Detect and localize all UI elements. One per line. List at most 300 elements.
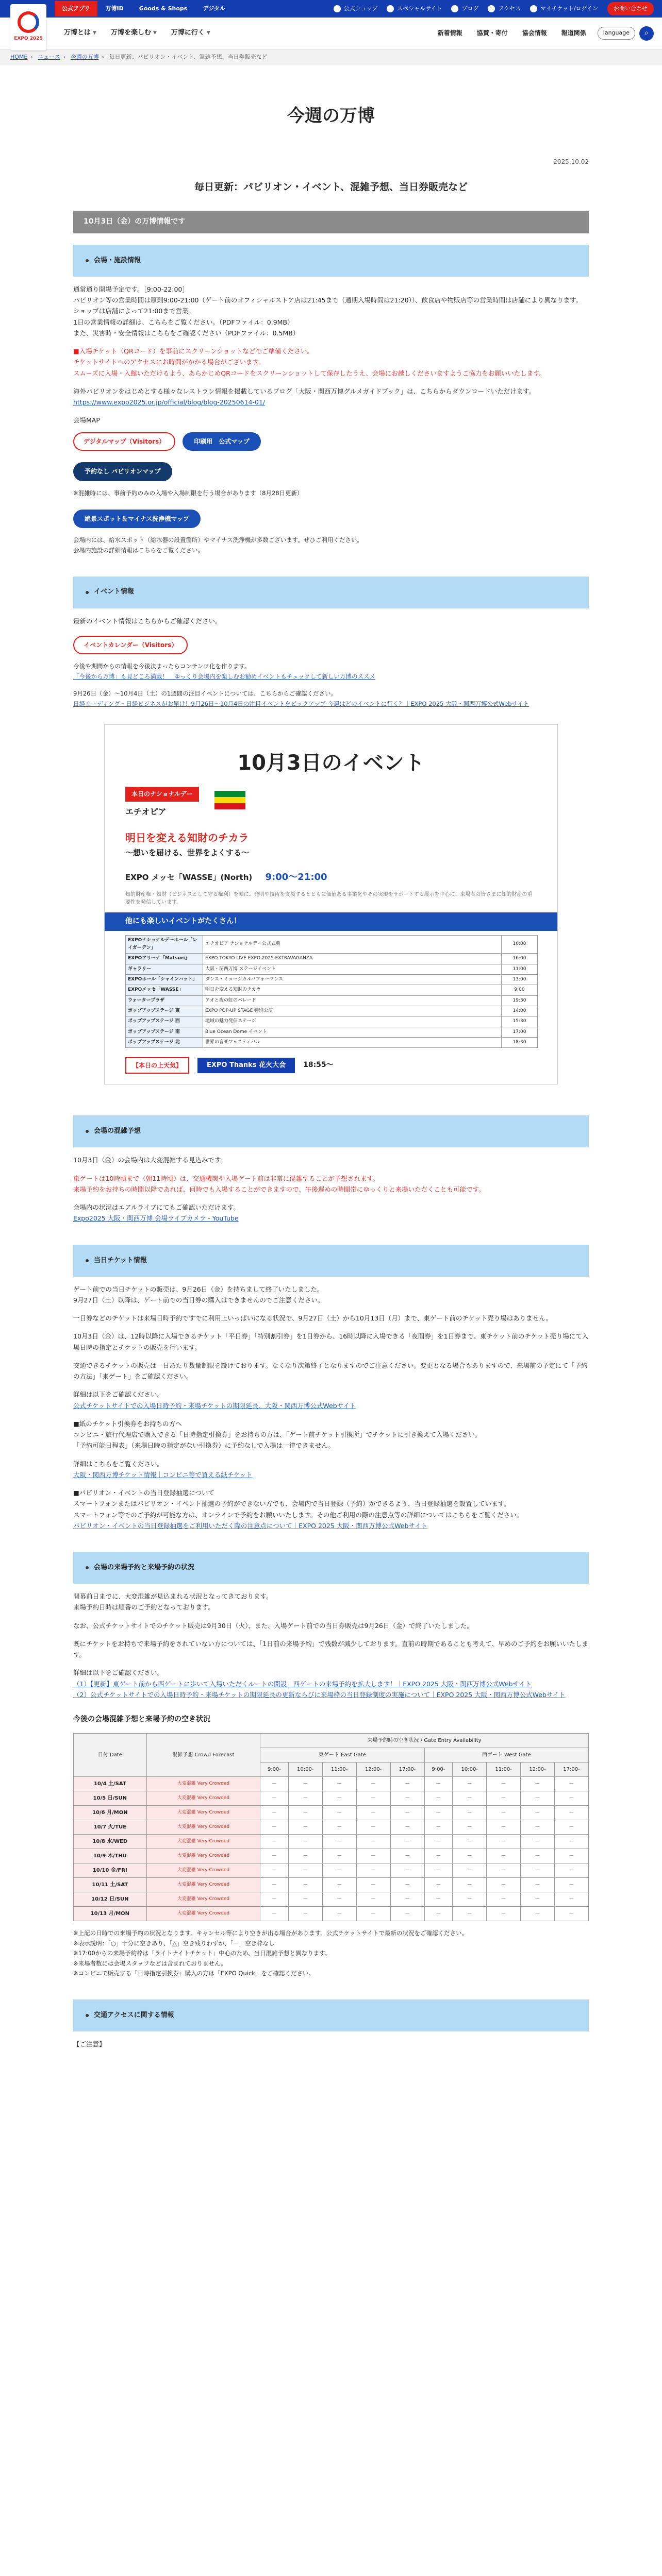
reservation-links [73,1667,589,1700]
row-date-dow: 日/SUN [109,1896,129,1903]
section-header-traffic [73,1999,589,2031]
table-row [74,1878,589,1892]
section-title: 会場の来場予約と来場予約の状況 [94,1564,195,1572]
row-date-dow: 金/FRI [110,1868,127,1874]
availability-cell: － [487,1791,521,1806]
pdf-link-line[interactable]: また、災害時・安全情報はこちらをご確認ください（PDFファイル：0.5MB） [73,329,300,337]
availability-cell: － [390,1806,424,1820]
blog-icon [451,5,458,12]
availability-cell: － [424,1892,453,1907]
chevron-down-icon: ▼ [93,30,96,36]
text-line: ショップは店舗によって21:00まで営業。 [73,307,195,315]
event-category: EXPOアリーナ「Matsuri」 [126,954,203,964]
reservation-p1 [73,1591,589,1613]
availability-cell: － [288,1820,322,1835]
col-time: 9:00- [424,1762,453,1777]
logo-text: EXPO 2025 [14,36,43,42]
availability-cell: － [260,1820,289,1835]
nav-sponsor[interactable]: 協賛・寄付 [476,29,508,37]
availability-cell: － [555,1777,589,1791]
bullet-icon [86,1259,89,1262]
country-name: エチオピア [125,806,167,817]
no-reserve-note: ※混雑時には、事前予約のみの入場や入場制限を行う場合があります（8月28日更新） [73,489,303,497]
bullet-icon [86,1566,89,1569]
event-time: 15:30 [502,1016,538,1027]
warning-line: 東ゲートは10時頃まで（朝11時頃）は、交通機関や入場ゲート前は非常に混雑することが予想されます。 [73,1174,379,1182]
text-line: 通常通り開場予定です。［9:00-22:00］ [73,285,189,293]
main-content [73,101,589,2080]
nav-official-shop[interactable] [334,2,378,16]
nav-news[interactable]: 新着情報 [437,29,462,37]
text-line: 9月26日（金）～10月4日（土）の1週間の注目イベントについては、こちらからご確認ください。 [73,690,337,698]
event-title: 明日を変える知財のチカラ [203,985,502,995]
availability-cell: － [322,1820,356,1835]
nav-expo-id[interactable]: 万博ID [105,5,124,12]
breadcrumb: HOME › ニュース › 今週の万博 › 毎日更新：パビリオン・イベント、混雑予想、当日券販売など [0,49,662,65]
availability-cell: － [487,1892,521,1907]
availability-cell: － [487,1835,521,1849]
poster-headline: 明日を変える知財のチカラ [125,831,249,844]
row-date-day: 10/5 [93,1795,106,1802]
poster-event-row [126,1037,538,1047]
col-time: 12:00- [521,1762,555,1777]
daily-info-bar: 10月3日（金）の万博情報です [73,211,589,233]
tickets-p5 [73,1389,589,1411]
availability-cell: － [288,1849,322,1863]
availability-cell: － [322,1863,356,1878]
no-reserve-map-button[interactable]: 予約なし パビリオンマップ [73,462,172,481]
text-line: ■紙のチケット引換券をお持ちの方へ [73,1419,182,1428]
event-category: ポップアップステージ 東 [126,1006,203,1016]
page-subtitle: 毎日更新：パビリオン・イベント、混雑予想、当日券販売など [194,181,468,193]
availability-cell: － [453,1863,487,1878]
row-date-dow: 土/SAT [110,1882,128,1888]
row-level: 大変混雑 Very Crowded [146,1849,260,1863]
poster-event-row [126,935,538,954]
event-poster [104,724,558,1084]
event-time: 18:30 [502,1037,538,1047]
nav-my-ticket[interactable] [530,2,598,16]
availability-cell: － [521,1849,555,1863]
row-date-dow: 月/MON [107,1810,128,1816]
availability-cell: － [453,1777,487,1791]
warning-line: スムーズに入場・入館いただけるよう、あらかじめQRコードをスクリーンショットして保存したうえ、会場にお越しくださいますようご協力をお願いいたします。 [73,369,546,377]
note-line: ※コンビニで販売する「日時指定引換券」購入の方は「EXPO Quick」をご確認ください。 [73,1970,315,1977]
col-date: 日付 Date [74,1734,147,1777]
availability-cell: － [356,1791,390,1806]
availability-cell: － [356,1892,390,1907]
section-title: 交通アクセスに関する情報 [94,2011,174,2019]
row-date-day: 10/11 [92,1882,109,1888]
row-level: 大変混雑 Very Crowded [146,1863,260,1878]
row-date-day: 10/12 [91,1896,108,1903]
text-line: ゲート前での当日チケットの販売は、9月26日（金）を持ちまして終了いたしました。 [73,1285,324,1293]
col-west-gate: 西ゲート West Gate [424,1748,588,1762]
availability-cell: － [288,1878,322,1892]
availability-cell: － [322,1878,356,1892]
row-date [74,1849,147,1863]
availability-cell: － [356,1806,390,1820]
availability-cell: － [390,1791,424,1806]
availability-cell: － [322,1777,356,1791]
text-line: ■パビリオン・イベントの当日登録抽選について [73,1489,214,1497]
national-day-tag: 本日のナショナルデー [125,787,199,801]
poster-event-row [126,1006,538,1016]
availability-cell: － [453,1907,487,1921]
section-title: 会場・施設情報 [94,256,141,264]
event-category: ウォータープラザ [126,995,203,1006]
availability-cell: － [356,1907,390,1921]
reservation-p2: なお、公式チケットサイトでのチケット販売は9月30日（火）、また、入場ゲート前での当日券販売は9月26日（金）で終了いたしました。 [73,1621,473,1630]
availability-cell: － [356,1863,390,1878]
col-level: 混雑予想 Crowd Forecast [146,1734,260,1777]
breadcrumb-current: 毎日更新：パビリオン・イベント、混雑予想、当日券販売など [109,54,268,60]
section-title: 会場の混雑予想 [94,1127,141,1136]
availability-cell: － [260,1878,289,1892]
gourmet-info [73,386,589,408]
availability-table [73,1733,589,1921]
col-time: 11:00- [487,1762,521,1777]
availability-cell: － [322,1791,356,1806]
availability-cell: － [322,1806,356,1820]
congestion-warning [73,1173,589,1195]
text-line: 9月27日（土）以降は、ゲート前での当日券の購入はできませんのでご注意ください。 [73,1296,324,1304]
table-row [74,1777,589,1791]
contact-button[interactable]: お問い合わせ [607,2,654,16]
event-category: ポップアップステージ 北 [126,1037,203,1047]
weekly-events-link[interactable]: 日経リーディング・日経ビジネスがお届け！9月26日～10月4日の注目イベントをピックアップ 今週はどのイベントに行く？｜EXPO 2025 大阪・関西万博公式Webサイト [73,700,529,707]
events-note [73,662,589,682]
warning-line: チケットサイトへのアクセスにお時間がかかる場合がございます。 [73,358,265,366]
col-time: 11:00- [322,1762,356,1777]
availability-cell: － [521,1878,555,1892]
tickets-p1 [73,1284,589,1306]
nav-official-app[interactable]: 公式アプリ [55,1,97,17]
row-level: 大変混雑 Very Crowded [146,1892,260,1907]
table-row [74,1835,589,1849]
event-calendar-button[interactable]: イベントカレンダー（Visitors） [73,636,188,654]
availability-cell: － [260,1806,289,1820]
logo-mark-icon [18,11,39,33]
event-category: ギャラリー [126,964,203,974]
availability-cell: － [424,1849,453,1863]
availability-cell: － [521,1835,555,1849]
nav-official-shop-label: 公式ショップ [343,5,378,12]
col-time: 17:00- [555,1762,589,1777]
availability-cell: － [521,1907,555,1921]
availability-cell: － [390,1777,424,1791]
table-row [74,1820,589,1835]
nav-enjoy[interactable] [104,27,164,39]
venue-time: 9:00～21:00 [265,872,327,883]
availability-cell: － [390,1892,424,1907]
col-time: 12:00- [356,1762,390,1777]
section-header-tickets [73,1245,589,1277]
availability-cell: － [424,1878,453,1892]
nav-association[interactable]: 協会情報 [522,29,547,37]
tickets-paper-detail [73,1459,589,1481]
pdf-link-line[interactable]: 1日の営業情報の詳細は、こちらをご覧ください。（PDFファイル：0.9MB） [73,318,294,326]
expo-logo[interactable] [10,4,46,50]
lottery-link[interactable]: パビリオン・イベントの当日登録抽選をご利用いただく際の注意点について｜EXPO 2025 大阪・関西万博公式Webサイト [73,1521,428,1530]
availability-cell: － [424,1863,453,1878]
sightseeing-map-button[interactable]: 絶景スポット＆マイナス洗浄機マップ [73,510,201,528]
availability-cell: － [390,1835,424,1849]
nav-about[interactable] [57,27,104,39]
availability-cell: － [356,1835,390,1849]
availability-cell: － [260,1835,289,1849]
availability-cell: － [487,1849,521,1863]
nav-goods-shops[interactable]: Goods & Shops [139,5,188,12]
nav-visit[interactable] [164,27,218,39]
availability-cell: － [260,1777,289,1791]
availability-cell: － [424,1835,453,1849]
availability-cell: － [390,1849,424,1863]
warning-line: ■入場チケット（QRコード）を事前にスクリーンショットなどでご準備ください。 [73,347,313,355]
event-category: EXPOメッセ「WASSE」 [126,985,203,995]
poster-desc: 知的財産権・知財（ビジネスとして守る権利）を軸に、発明や技術を支援するとともに価値ある事業化やその実現をサポートする展示を中心に、来場者の皆さまに知的財産の重要性を発信しています。 [125,892,533,906]
events-intro: 最新のイベント情報はこちらからご確認ください。 [73,617,222,625]
availability-cell: － [260,1791,289,1806]
event-title: アオと夜の虹のパレード [203,995,502,1006]
poster-event-row [126,975,538,985]
row-level: 大変混雑 Very Crowded [146,1835,260,1849]
availability-cell: － [521,1791,555,1806]
availability-cell: － [521,1892,555,1907]
section-header-facilities [73,245,589,277]
availability-cell: － [521,1777,555,1791]
availability-cell: － [555,1791,589,1806]
row-level: 大変混雑 Very Crowded [146,1907,260,1921]
availability-cell: － [322,1907,356,1921]
ticket-site-link[interactable]: 公式チケットサイトでの入場日時予約・来場チケットの期限延長、大阪・関西万博公式Webサイト [73,1401,356,1410]
ethiopia-flag-icon [214,791,245,809]
table-row [74,1907,589,1921]
row-date-dow: 土/SAT [108,1781,126,1787]
availability-cell: － [555,1806,589,1820]
text-line: 開幕前日までに、大変混雑が見込まれる状況となってきております。 [73,1592,273,1601]
fireworks-time: 18:55～ [303,1061,334,1070]
availability-cell: － [555,1892,589,1907]
event-time: 16:00 [502,954,538,964]
section-header-reservation [73,1552,589,1584]
row-date-day: 10/6 [92,1810,105,1816]
bullet-icon [86,2014,89,2017]
language-select[interactable]: language [598,27,635,40]
availability-cell: － [356,1849,390,1863]
text-line: 来場予約日時は順番のご予約となっております。 [73,1603,215,1612]
row-date-day: 10/7 [93,1824,107,1831]
traffic-sub: 【ご注意】 [73,2040,106,2048]
digital-map-button[interactable]: デジタルマップ（Visitors） [73,432,175,451]
availability-cell: － [288,1791,322,1806]
row-date [74,1835,147,1849]
venue-label: EXPO メッセ「WASSE」(North) [125,873,253,883]
search-icon[interactable]: ⌕ [639,26,654,41]
event-title: ダンス・ミュージカルパフォーマンス [203,975,502,985]
ticket-warning [73,346,589,379]
row-date-dow: 木/THU [107,1853,127,1859]
text-line: パビリオン等の営業時間は原則9:00-21:00（ゲート前のオフィシャルストア店は21:45まで（通期入場時間は21:20））、飲食店や物販店等の営業時間は店舗により異なります。 [73,296,583,304]
breadcrumb-home[interactable]: HOME [10,54,28,60]
facilities-note[interactable]: 会場内施設の詳細情報はこちらをご覧ください。 [73,546,204,554]
hours-text [73,284,589,338]
tickets-paper [73,1418,589,1451]
availability-cell: － [453,1835,487,1849]
availability-cell: － [453,1849,487,1863]
event-title: 地域の魅力発信ステージ [203,1016,502,1027]
availability-cell: － [487,1806,521,1820]
nav-visit-label: 万博に行く [171,29,205,37]
text-line: 「予約可能日程表」（来場日時の指定がない引換券）に予約なしで入場は一律できません。 [73,1442,335,1450]
events-week [73,689,589,709]
breadcrumb-weekly[interactable]: 今週の万博 [70,54,99,60]
availability-cell: － [288,1806,322,1820]
nav-special-site[interactable] [387,2,442,16]
availability-cell: － [453,1892,487,1907]
col-time: 10:00- [288,1762,322,1777]
event-title: Blue Ocean Dome イベント [203,1027,502,1037]
nav-access-label: アクセス [498,5,521,12]
availability-cell: － [555,1863,589,1878]
table-row [74,1892,589,1907]
availability-cell: － [424,1820,453,1835]
nav-about-label: 万博とは [64,29,91,37]
row-level: 大変混雑 Very Crowded [146,1791,260,1806]
availability-cell: － [487,1863,521,1878]
print-map-button[interactable]: 印刷用 公式マップ [183,432,261,451]
poster-event-row [126,1016,538,1027]
paper-ticket-link[interactable]: 大阪・関西万博チケット情報｜コンビニ等で買える紙チケット [73,1470,253,1479]
map-heading: 会場MAP [73,416,100,425]
nav-blog-label: ブログ [461,5,479,12]
poster-event-row [126,995,538,1006]
note-line: ※来場者数には会場スタッフなどは含まれておりません。 [73,1959,227,1967]
nav-blog[interactable] [451,2,478,16]
availability-cell: － [288,1835,322,1849]
bullet-icon [86,259,89,262]
col-time: 10:00- [453,1762,487,1777]
availability-cell: － [260,1863,289,1878]
row-date-dow: 日/SUN [107,1795,127,1802]
note-line: ※上記の日時での来場予約の状況となります。キャンセル等により空きが出る場合があります。公式チケットサイトで最新の状況をご確認ください。 [73,1929,468,1937]
row-date [74,1820,147,1835]
row-date [74,1791,147,1806]
note-line: ※表示説明：「○」十分に空きあり、「△」空き残りわずか、「－」空き枠なし [73,1939,275,1947]
row-level: 大変混雑 Very Crowded [146,1878,260,1892]
row-date-day: 10/10 [92,1868,109,1874]
row-date-dow: 火/TUE [108,1824,127,1831]
event-category: ポップアップステージ 西 [126,1016,203,1027]
row-date [74,1878,147,1892]
tickets-p2: 一日券などのチケットは来場日時予約ですでに利用上いっぱいになる状況で、9月27日（土）から10月13日（月）まで、東ゲート前のチケット売り場はありません。 [73,1314,553,1323]
nav-press[interactable]: 報道関係 [561,29,586,37]
poster-title: 10月3日のイベント [237,751,425,775]
event-time: 19:30 [502,995,538,1006]
chevron-down-icon: ▼ [153,30,157,36]
availability-cell: － [555,1835,589,1849]
nav-access[interactable] [488,2,521,16]
row-date [74,1777,147,1791]
row-date-day: 10/9 [93,1853,106,1859]
event-title: EXPO POP-UP STAGE 特別公演 [203,1006,502,1016]
event-time: 17:00 [502,1027,538,1037]
page-title: 今週の万博 [287,105,375,126]
event-time: 14:00 [502,1006,538,1016]
availability-cell: － [487,1820,521,1835]
text-line: スマートフォンまたはパビリオン・イベント抽選の予約ができない方でも、会場内で当日登録（予約）ができるよう、当日登録抽選を設置しています。 [73,1500,510,1508]
poster-event-row [126,954,538,964]
availability-notes [73,1928,589,1979]
col-east-gate: 東ゲート East Gate [260,1748,424,1762]
event-title: エチオピア ナショナルデー公式式典 [203,935,502,954]
availability-cell: － [288,1777,322,1791]
availability-cell: － [521,1806,555,1820]
availability-cell: － [390,1878,424,1892]
event-category: EXPOナショナルデーホール「レイガーデン」 [126,935,203,954]
row-date-dow: 水/WED [107,1839,128,1845]
table-row [74,1849,589,1863]
star-icon [387,5,394,12]
col-time: 9:00- [260,1762,289,1777]
chevron-down-icon: ▼ [206,30,210,36]
breadcrumb-news[interactable]: ニュース [38,54,60,60]
col-time: 17:00- [390,1762,424,1777]
nav-digital[interactable]: デジタル [203,5,225,12]
table-row [74,1791,589,1806]
gourmet-guide-link[interactable]: https://www.expo2025.or.jp/official/blog/blog-20250614-01/ [73,398,266,406]
availability-cell: － [288,1863,322,1878]
row-date [74,1806,147,1820]
congestion-intro: 10月3日（金）の会場内は大変混雑する見込みです。 [73,1156,227,1164]
availability-cell: － [260,1849,289,1863]
poster-event-row [126,964,538,974]
event-category: ポップアップステージ 南 [126,1027,203,1037]
poster-sub-stripe: 他にも楽しいイベントがたくさん！ [105,912,557,931]
row-date-day: 10/13 [90,1911,107,1917]
col-availability: 来場予約時の空き状況 / Gate Entry Availability [260,1734,589,1748]
text-line: コンビニ・旅行代理店で購入できる「日時指定引換券」をお持ちの方は、「ゲート前チケット引換所」でチケットに引き換えて入場ください。 [73,1431,482,1439]
section-header-events [73,577,589,608]
reservation-system-link[interactable]: （2）公式チケットサイトでの入場日時予約・来場チケットの期限延長の更新ならびに来場枠の当日登録制度の実施について｜EXPO 2025 大阪・関西万博公式Webサイト [73,1690,566,1699]
availability-cell: － [288,1907,322,1921]
row-date-dow: 月/MON [108,1911,130,1917]
availability-cell: － [453,1878,487,1892]
availability-cell: － [487,1878,521,1892]
availability-cell: － [356,1820,390,1835]
table-row [74,1863,589,1878]
west-gate-link[interactable]: （1）【更新】東ゲート前から西ゲートに歩いて入場いただくルートの開設｜西ゲートの来場予約を拡大します！｜EXPO 2025 大阪・関西万博公式Webサイト [73,1680,532,1688]
bullet-icon [86,1130,89,1133]
weather-tag: 【本日の上天気】 [125,1057,189,1074]
event-title: 大阪・関西万博 ステージイベント [203,964,502,974]
live-camera-link[interactable]: Expo2025 大阪・関西万博 会場ライブカメラ - YouTube [73,1214,239,1223]
availability-cell: － [356,1777,390,1791]
event-category: EXPOホール「シャインハット」 [126,975,203,985]
row-level: 大変混雑 Very Crowded [146,1777,260,1791]
text-line: 詳細は以下をご確認ください。 [73,1669,164,1677]
event-time: 13:00 [502,975,538,985]
availability-cell: － [555,1820,589,1835]
section-header-congestion [73,1115,589,1147]
event-recommend-link[interactable]: 「今後から万博」も見どころ満載！ ゆっくり会場内を楽しむお勧めイベントもチェックして新しい万博のススメ [73,672,376,680]
availability-cell: － [453,1806,487,1820]
availability-cell: － [555,1907,589,1921]
availability-cell: － [487,1777,521,1791]
note-line: ※17:00からの来場予約枠は「ライトナイトチケット」中心のため、当日混雑予想と異なります。 [73,1950,331,1957]
text-line: 海外パビリオンをはじめとする様々なレストラン情報を掲載しているブログ「大阪・関西万博グルメガイドブック」は、こちらからダウンロードいただけます。 [73,387,536,395]
text-line: 今後や期間からの情報を今後決まったらコンテンツ化を作ります。 [73,663,251,670]
